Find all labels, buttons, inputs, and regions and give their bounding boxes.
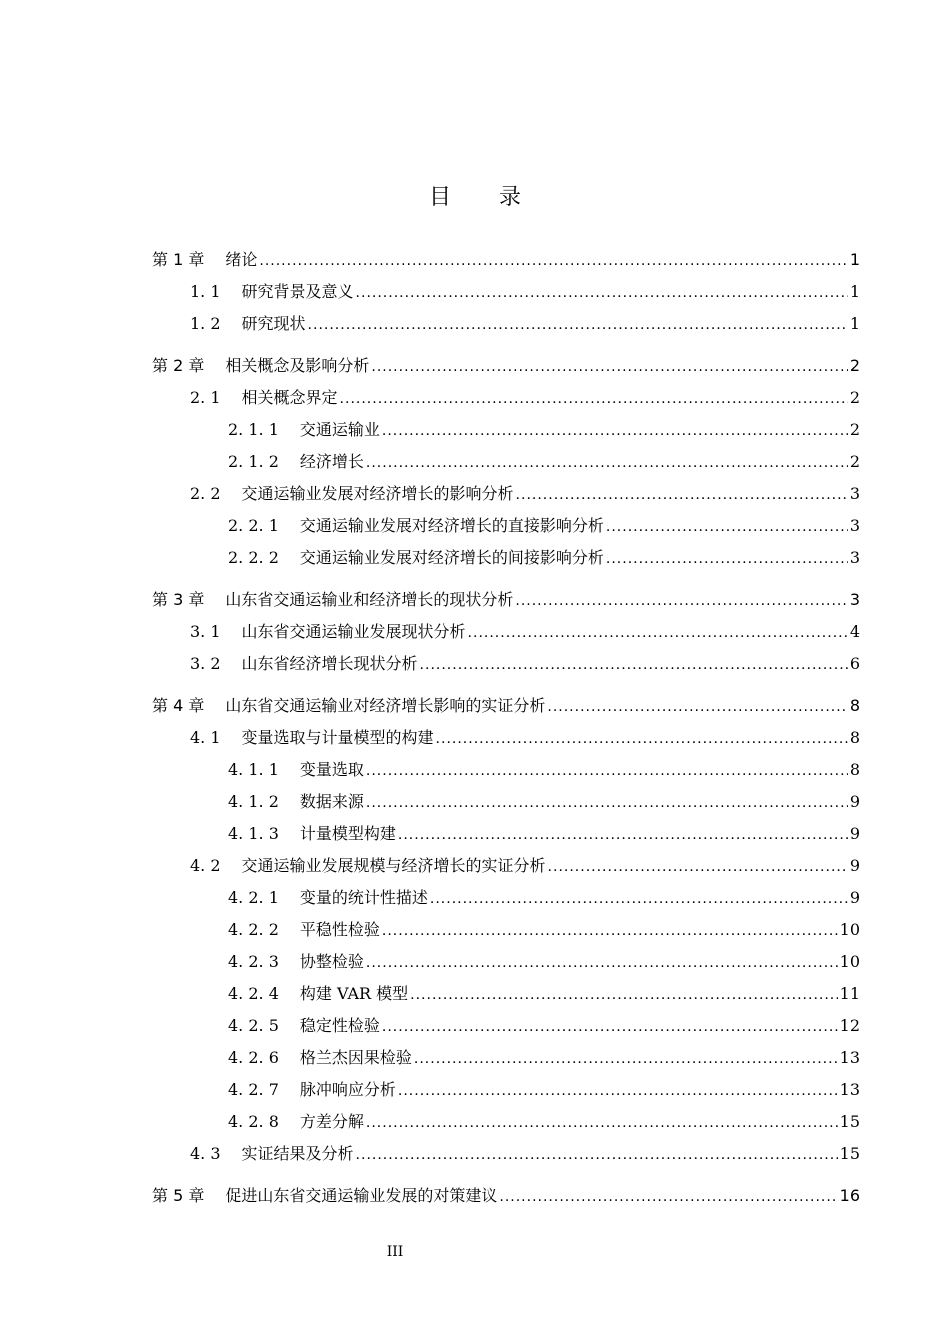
toc-dot-leader (499, 1181, 837, 1213)
toc-entry-title: 方差分解 (299, 1112, 364, 1131)
toc-entry-page-number: 2 (849, 452, 860, 471)
toc-dot-leader (398, 819, 848, 851)
toc-section-entry[interactable] (152, 308, 860, 340)
toc-entry-title: 变量选取与计量模型的构建 (241, 728, 434, 747)
toc-dot-leader (382, 415, 848, 447)
toc-entry-number: 4. 1. 2 (228, 792, 279, 811)
toc-entry-number: 4. 1. 3 (228, 824, 279, 843)
toc-entry-page-number: 3 (849, 484, 860, 503)
toc-entry-number: 4. 2. 5 (228, 1016, 279, 1035)
toc-section-entry[interactable] (152, 722, 860, 754)
toc-dot-leader (515, 585, 847, 617)
toc-entry-number: 4. 2. 8 (228, 1112, 279, 1131)
toc-dot-leader (606, 511, 848, 543)
toc-entry-title: 稳定性检验 (299, 1016, 380, 1035)
toc-dot-leader (366, 755, 848, 787)
toc-subsection-entry[interactable] (152, 446, 860, 478)
toc-entry-number: 2. 2. 2 (228, 548, 279, 567)
toc-entry-title: 交通运输业发展对经济增长的影响分析 (241, 484, 514, 503)
toc-dot-leader (366, 447, 848, 479)
toc-entry-number: 第 4 章 (152, 696, 205, 715)
toc-entry-page-number: 8 (849, 760, 860, 779)
toc-entry-page-number: 8 (849, 728, 860, 747)
toc-subsection-entry[interactable] (152, 1010, 860, 1042)
toc-entry-number: 2. 2 (190, 484, 221, 503)
toc-entry-page-number: 2 (849, 356, 860, 375)
toc-entry-page-number: 10 (839, 952, 860, 971)
toc-subsection-entry[interactable] (152, 914, 860, 946)
toc-entry-page-number: 16 (839, 1186, 860, 1205)
toc-subsection-entry[interactable] (152, 946, 860, 978)
toc-entry-page-number: 9 (849, 856, 860, 875)
toc-subsection-entry[interactable] (152, 978, 860, 1010)
title-char-2: 录 (499, 185, 522, 210)
title-char-1: 目 (428, 185, 451, 210)
toc-dot-leader (398, 1075, 838, 1107)
toc-entry-title: 研究背景及意义 (241, 282, 354, 301)
toc-entry-page-number: 1 (849, 282, 860, 301)
toc-entry-title: 变量的统计性描述 (299, 888, 428, 907)
toc-entry-title: 实证结果及分析 (241, 1144, 354, 1163)
toc-dot-leader (366, 947, 838, 979)
toc-section-entry[interactable] (152, 276, 860, 308)
toc-entry-number: 2. 1 (190, 388, 221, 407)
toc-entry-title: 平稳性检验 (299, 920, 380, 939)
toc-dot-leader (436, 723, 848, 755)
toc-dot-leader (414, 1043, 838, 1075)
toc-dot-leader (420, 649, 848, 681)
toc-entry-title: 山东省经济增长现状分析 (241, 654, 418, 673)
toc-entry-title: 协整检验 (299, 952, 364, 971)
toc-entry-number: 4. 2. 3 (228, 952, 279, 971)
toc-entry-number: 2. 2. 1 (228, 516, 279, 535)
toc-section-entry[interactable] (152, 616, 860, 648)
toc-entry-title: 脉冲响应分析 (299, 1080, 396, 1099)
toc-section-entry[interactable] (152, 648, 860, 680)
toc-entry-number: 2. 1. 1 (228, 420, 279, 439)
toc-entry-title: 经济增长 (299, 452, 364, 471)
toc-entry-number: 3. 1 (190, 622, 221, 641)
toc-entry-title: 数据来源 (299, 792, 364, 811)
toc-entry-number: 第 2 章 (152, 356, 205, 375)
toc-section-entry[interactable] (152, 850, 860, 882)
toc-entry-title: 格兰杰因果检验 (299, 1048, 412, 1067)
toc-dot-leader (366, 1107, 838, 1139)
toc-chapter-entry[interactable] (152, 244, 860, 276)
toc-section-entry[interactable] (152, 382, 860, 414)
toc-entry-page-number: 15 (839, 1144, 860, 1163)
toc-entry-title: 构建 VAR 模型 (299, 984, 409, 1003)
toc-entry-title: 相关概念界定 (241, 388, 338, 407)
toc-entry-number: 第 1 章 (152, 250, 205, 269)
toc-dot-leader (366, 787, 848, 819)
toc-entry-page-number: 1 (849, 250, 860, 269)
toc-section-entry[interactable] (152, 1138, 860, 1170)
toc-entry-page-number: 13 (839, 1080, 860, 1099)
toc-chapter-entry[interactable] (152, 690, 860, 722)
toc-entry-number: 1. 1 (190, 282, 221, 301)
toc-dot-leader (382, 915, 838, 947)
toc-entry-title: 交通运输业发展对经济增长的直接影响分析 (299, 516, 604, 535)
page-title (0, 180, 950, 211)
toc-entry-title: 交通运输业发展对经济增长的间接影响分析 (299, 548, 604, 567)
toc-dot-leader (382, 1011, 838, 1043)
toc-entry-title: 山东省交通运输业发展现状分析 (241, 622, 466, 641)
toc-entry-title: 绪论 (225, 250, 258, 269)
toc-subsection-entry[interactable] (152, 1106, 860, 1138)
toc-entry-page-number: 10 (839, 920, 860, 939)
toc-entry-title: 山东省交通运输业对经济增长影响的实证分析 (225, 696, 546, 715)
toc-dot-leader (547, 691, 847, 723)
toc-entry-number: 4. 3 (190, 1144, 221, 1163)
toc-entry-number: 4. 2. 4 (228, 984, 279, 1003)
toc-entry-number: 4. 2. 7 (228, 1080, 279, 1099)
toc-entry-title: 促进山东省交通运输业发展的对策建议 (225, 1186, 498, 1205)
toc-entry-page-number: 9 (849, 792, 860, 811)
toc-dot-leader (356, 277, 848, 309)
toc-chapter-entry[interactable] (152, 584, 860, 616)
toc-chapter-entry[interactable] (152, 350, 860, 382)
toc-entry-number: 4. 1. 1 (228, 760, 279, 779)
toc-chapter-entry[interactable] (152, 1180, 860, 1212)
toc-subsection-entry[interactable] (152, 414, 860, 446)
toc-entry-number: 3. 2 (190, 654, 221, 673)
toc-entry-page-number: 9 (849, 888, 860, 907)
toc-entry-number: 1. 2 (190, 314, 221, 333)
toc-entry-page-number: 12 (839, 1016, 860, 1035)
toc-subsection-entry[interactable] (152, 882, 860, 914)
toc-entry-page-number: 6 (849, 654, 860, 673)
toc-entry-page-number: 2 (849, 388, 860, 407)
toc-dot-leader (356, 1139, 838, 1171)
toc-entry-title: 计量模型构建 (299, 824, 396, 843)
toc-dot-leader (548, 851, 848, 883)
toc-dot-leader (430, 883, 848, 915)
toc-entry-number: 4. 2. 1 (228, 888, 279, 907)
toc-subsection-entry[interactable] (152, 510, 860, 542)
toc-entry-page-number: 3 (849, 590, 860, 609)
toc-entry-number: 4. 1 (190, 728, 221, 747)
toc-subsection-entry[interactable] (152, 818, 860, 850)
toc-entry-page-number: 3 (849, 548, 860, 567)
toc-entry-number: 4. 2 (190, 856, 221, 875)
table-of-contents (152, 244, 860, 1212)
toc-entry-title: 变量选取 (299, 760, 364, 779)
toc-entry-number: 第 3 章 (152, 590, 205, 609)
toc-dot-leader (340, 383, 848, 415)
toc-entry-page-number: 2 (849, 420, 860, 439)
toc-entry-title: 交通运输业发展规模与经济增长的实证分析 (241, 856, 546, 875)
toc-entry-page-number: 15 (839, 1112, 860, 1131)
toc-entry-title: 山东省交通运输业和经济增长的现状分析 (225, 590, 514, 609)
toc-dot-leader (259, 245, 847, 277)
page-number-footer: III (386, 1244, 404, 1260)
toc-entry-page-number: 9 (849, 824, 860, 843)
toc-entry-page-number: 8 (849, 696, 860, 715)
toc-entry-page-number: 4 (849, 622, 860, 641)
toc-entry-number: 4. 2. 2 (228, 920, 279, 939)
toc-subsection-entry[interactable] (152, 786, 860, 818)
toc-entry-title: 研究现状 (241, 314, 306, 333)
toc-entry-page-number: 1 (849, 314, 860, 333)
toc-subsection-entry[interactable] (152, 1074, 860, 1106)
toc-subsection-entry[interactable] (152, 542, 860, 574)
toc-entry-page-number: 3 (849, 516, 860, 535)
toc-entry-page-number: 11 (839, 984, 860, 1003)
toc-entry-number: 4. 2. 6 (228, 1048, 279, 1067)
toc-dot-leader (606, 543, 848, 575)
toc-dot-leader (410, 979, 838, 1011)
toc-subsection-entry[interactable] (152, 754, 860, 786)
toc-entry-title: 交通运输业 (299, 420, 380, 439)
toc-subsection-entry[interactable] (152, 1042, 860, 1074)
toc-dot-leader (371, 351, 847, 383)
toc-dot-leader (308, 309, 848, 341)
toc-entry-number: 第 5 章 (152, 1186, 205, 1205)
toc-dot-leader (516, 479, 848, 511)
toc-section-entry[interactable] (152, 478, 860, 510)
toc-entry-number: 2. 1. 2 (228, 452, 279, 471)
toc-entry-title: 相关概念及影响分析 (225, 356, 370, 375)
toc-entry-page-number: 13 (839, 1048, 860, 1067)
toc-dot-leader (468, 617, 848, 649)
